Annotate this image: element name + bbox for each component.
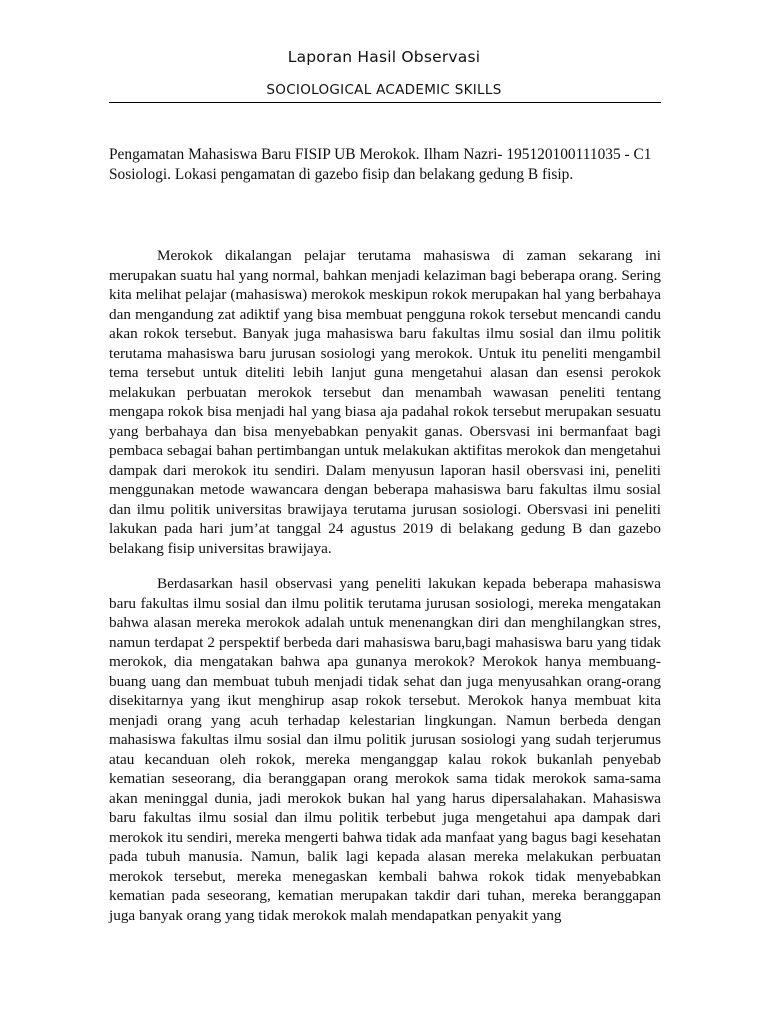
header-divider [109,102,661,103]
intro-paragraph: Pengamatan Mahasiswa Baru FISIP UB Merokok. Ilham Nazri- 195120100111035 - C1 Sosiologi. Lokasi pengamatan di gazebo fisip dan belakang gedung B fisip. [109,146,652,183]
body-paragraph-2: Berdasarkan hasil observasi yang peneliti lakukan kepada beberapa mahasiswa baru fakultas ilmu sosial dan ilmu politik terutama jurusan sosiologi, mereka mengatakan bahwa alasan mereka merokok adalah untuk menenangkan diri dan menghilangkan stres, namun terdapat 2 perspektif berbeda dari mahasiswa baru,bagi mahasiswa baru yang tidak merokok, dia mengatakan bahwa apa gunanya merokok? Merokok hanya membuang-buang uang dan membuat tubuh menjadi tidak sehat dan juga menyusahkan orang-orang disekitarnya yang ikut menghirup asap rokok tersebut. Merokok hanya membuat kita menjadi orang yang acuh terhadap kelestarian lingkungan. Namun berbeda dengan mahasiswa fakultas ilmu sosial dan ilmu politik jurusan sosiologi yang sudah terjerumus atau kecanduan oleh rokok, mereka menganggap kalau rokok bukanlah penyebab kematian seseorang, dia beranggapan orang merokok sama tidak merokok sama-sama akan meninggal dunia, jadi merokok bukan hal yang harus dipersalahakan. Mahasiswa baru fakultas ilmu sosial dan ilmu politik terbebut juga mengetahui apa dampak dari merokok itu sendiri, mereka mengerti bahwa tidak ada manfaat yang bagus bagi kesehatan pada tubuh manusia. Namun, balik lagi kepada alasan mereka melakukan perbuatan merokok tersebut, mereka menegaskan kembali bahwa rokok tidak menyebabkan kematian pada seseorang, kematian merupakan takdir dari tuhan, mereka beranggapan juga banyak orang yang tidak merokok malah mendapatkan penyakit yang [109,575,661,924]
body-paragraph-1: Merokok dikalangan pelajar terutama mahasiswa di zaman sekarang ini merupakan suatu hal yang normal, bahkan menjadi kelaziman bagi beberapa orang. Sering kita melihat pelajar (mahasiswa) merokok meskipun rokok merupakan hal yang berbahaya dan mengandung zat adiktif yang bisa membuat pengguna rokok tersebut mencandi candu akan rokok tersebut. Banyak juga mahasiswa baru fakultas ilmu sosial dan ilmu politik terutama mahasiswa baru jurusan sosiologi yang merokok. Untuk itu peneliti mengambil tema tersebut untuk diteliti lebih lanjut guna mengetahui alasan dan esensi perokok melakukan perbuatan merokok tersebut dan menambah wawasan peneliti tentang mengapa rokok bisa menjadi hal yang biasa aja padahal rokok tersebut merupakan sesuatu yang berbahaya dan bisa menyebabkan penyakit ganas. Obersvasi ini bermanfaat bagi pembaca sebagai bahan pertimbangan untuk melakukan aktifitas merokok dan mengetahui dampak dari merokok itu sendiri. Dalam menyusun laporan hasil obersvasi ini, peneliti menggunakan metode wawancara dengan beberapa mahasiswa baru fakultas ilmu sosial dan ilmu politik universitas brawijaya terutama jurusan sosiologi. Obersvasi ini peneliti lakukan pada hari jum’at tanggal 24 agustus 2019 di belakang gedung B dan gazebo belakang fisip universitas brawijaya. [109,247,661,557]
document-title: Laporan Hasil Observasi [287,48,481,66]
document-subtitle: SOCIOLOGICAL ACADEMIC SKILLS [266,82,502,98]
